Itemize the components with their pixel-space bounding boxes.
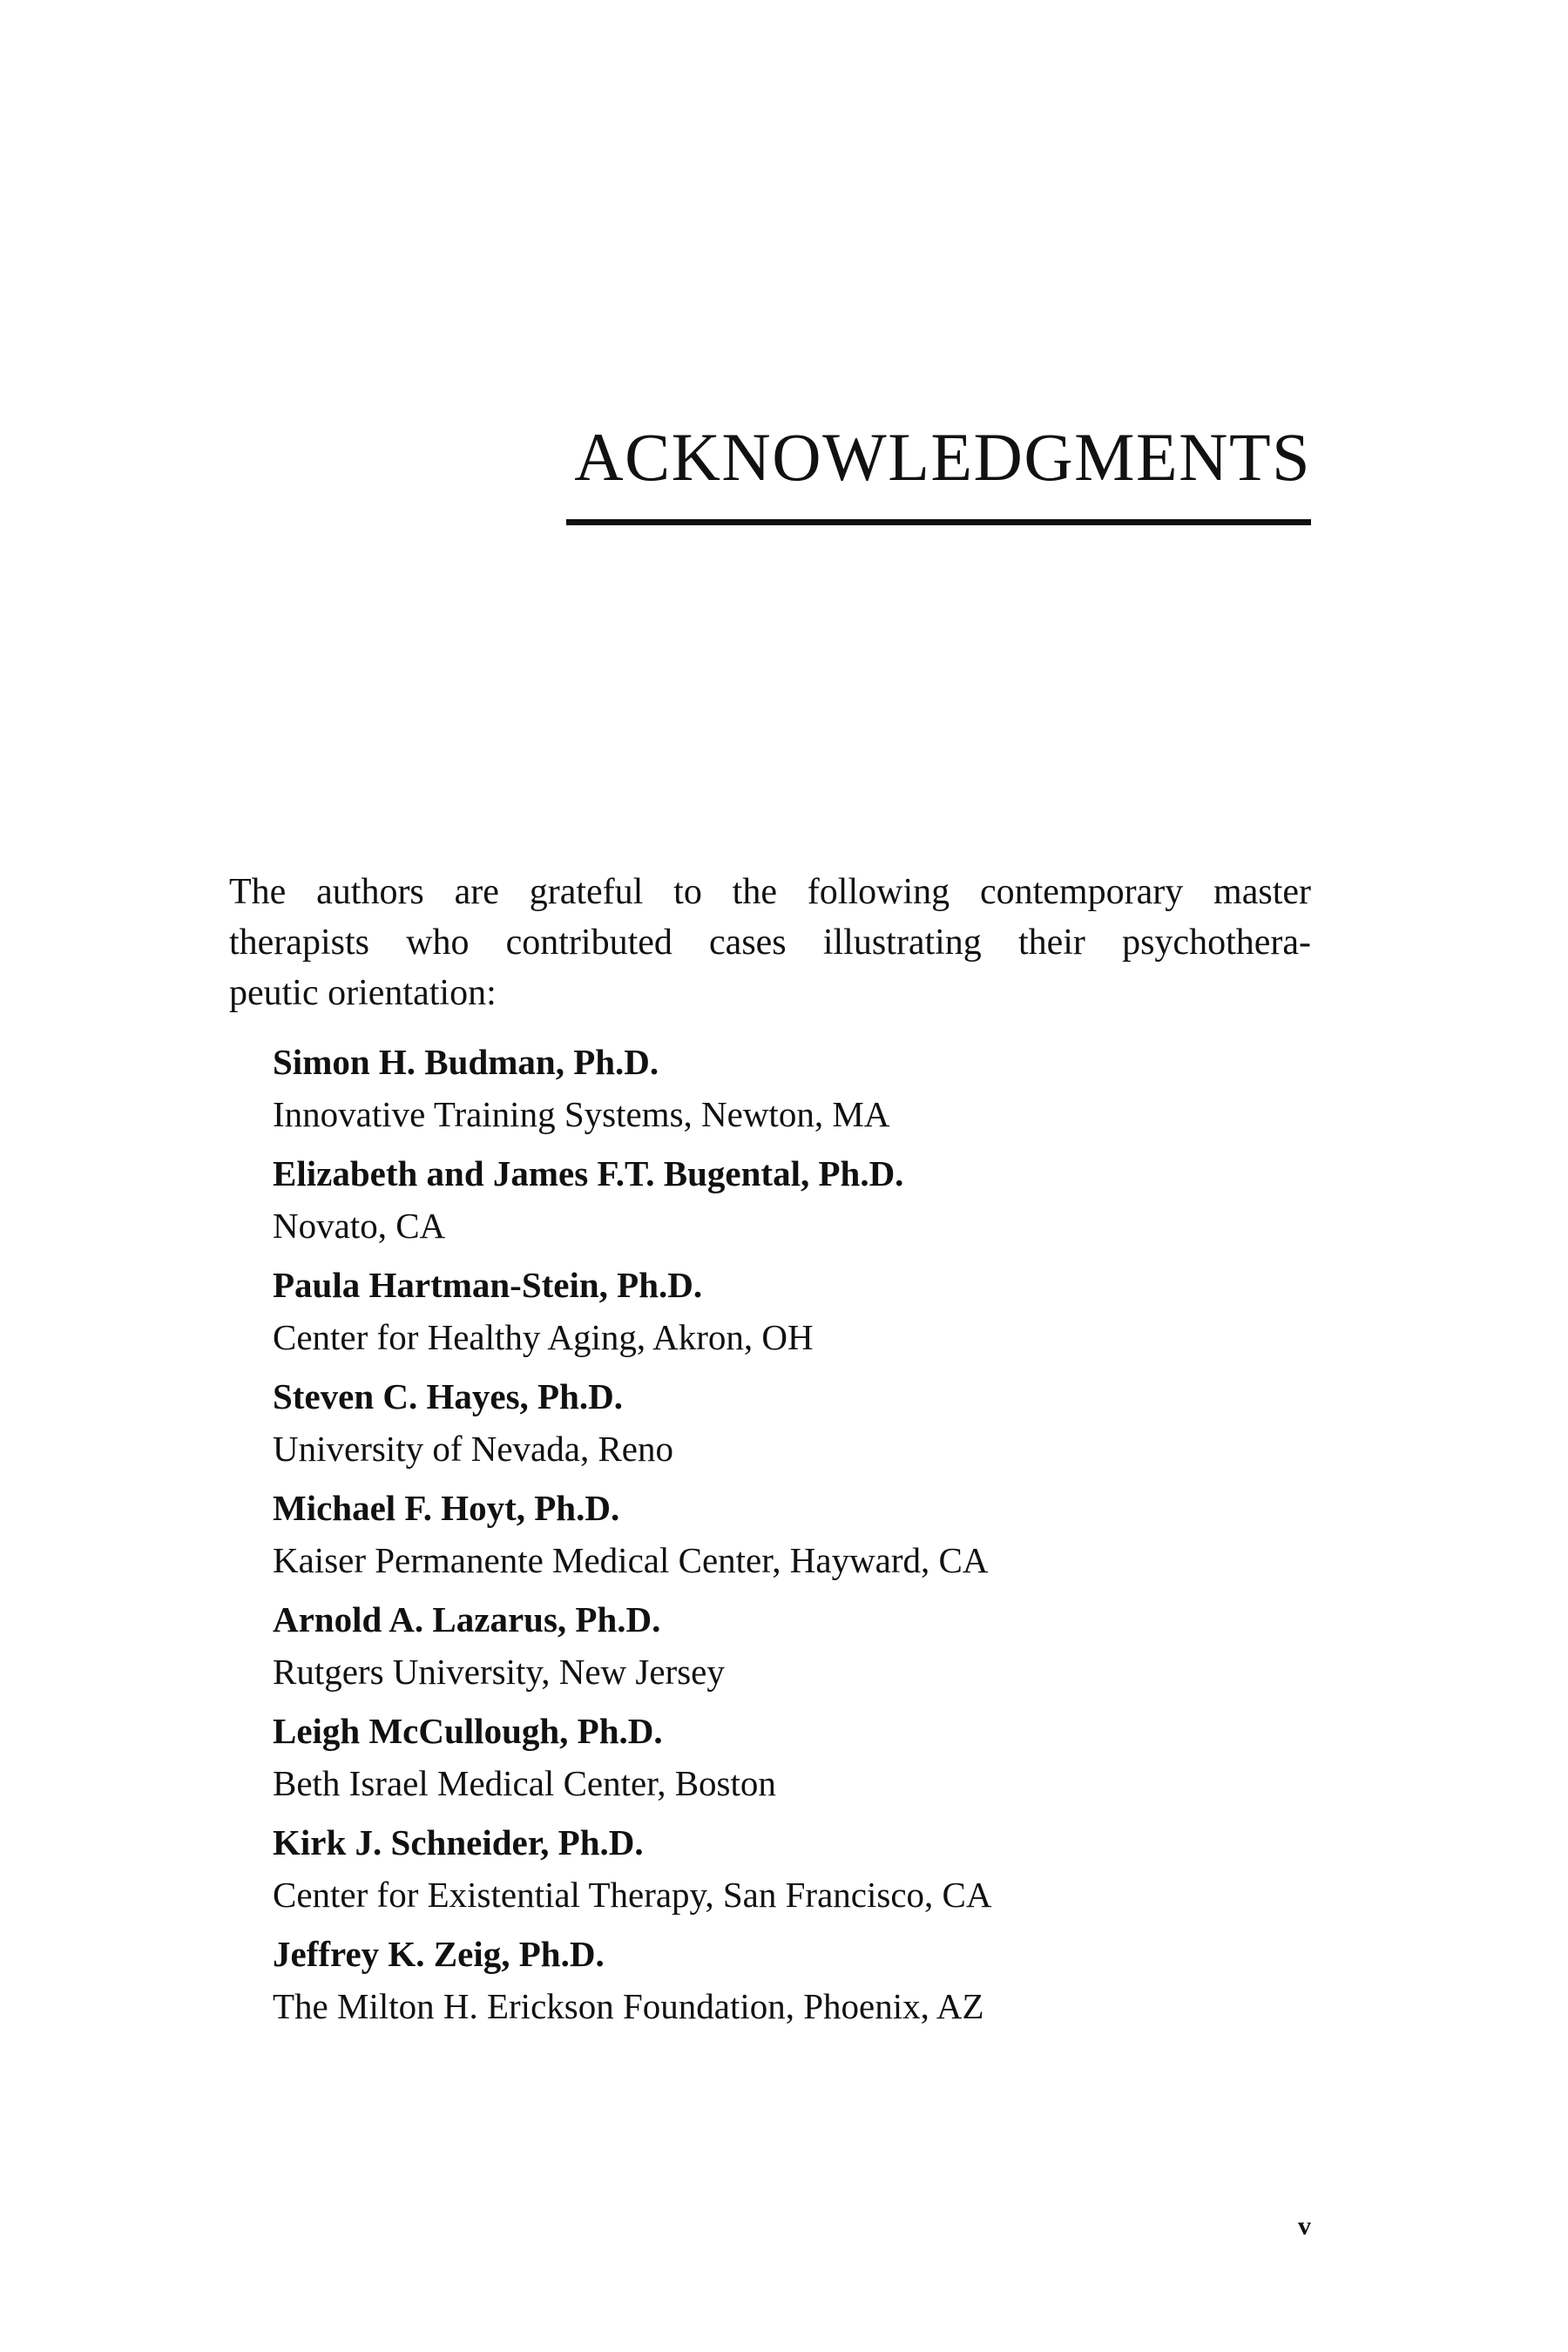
contributor-affiliation: University of Nevada, Reno bbox=[273, 1429, 673, 1469]
contributor-affiliation: The Milton H. Erickson Foundation, Phoenix, AZ bbox=[273, 1986, 984, 2026]
contributor-name: Simon H. Budman, Ph.D. bbox=[273, 1042, 659, 1082]
intro-line: therapists who contributed cases illustrating their psychothera- bbox=[229, 923, 1311, 963]
contributor-name: Elizabeth and James F.T. Bugental, Ph.D. bbox=[273, 1153, 904, 1193]
contributor-entry bbox=[273, 1370, 1309, 1482]
contributor-affiliation: Beth Israel Medical Center, Boston bbox=[273, 1763, 776, 1803]
contributor-entry bbox=[273, 1593, 1309, 1705]
contributor-name: Arnold A. Lazarus, Ph.D. bbox=[273, 1599, 661, 1639]
contributor-name: Kirk J. Schneider, Ph.D. bbox=[273, 1822, 644, 1862]
contributor-entry bbox=[273, 1036, 1309, 1147]
contributor-name: Leigh McCullough, Ph.D. bbox=[273, 1711, 663, 1751]
contributor-entry bbox=[273, 1482, 1309, 1593]
page-title: ACKNOWLEDGMENTS bbox=[574, 419, 1311, 495]
contributor-name: Jeffrey K. Zeig, Ph.D. bbox=[273, 1934, 605, 1974]
contributor-name: Michael F. Hoyt, Ph.D. bbox=[273, 1488, 620, 1528]
contributor-list bbox=[273, 1036, 1309, 2039]
contributor-entry bbox=[273, 1928, 1309, 2039]
contributor-name: Paula Hartman-Stein, Ph.D. bbox=[273, 1265, 703, 1305]
intro-paragraph bbox=[229, 867, 1311, 1018]
contributor-affiliation: Innovative Training Systems, Newton, MA bbox=[273, 1094, 890, 1134]
contributor-entry bbox=[273, 1816, 1309, 1928]
heading-block bbox=[566, 419, 1311, 525]
intro-line: peutic orientation: bbox=[229, 973, 497, 1013]
page-number: v bbox=[1298, 2212, 1311, 2240]
contributor-name: Steven C. Hayes, Ph.D. bbox=[273, 1376, 624, 1416]
contributor-affiliation: Kaiser Permanente Medical Center, Hayward, CA bbox=[273, 1540, 989, 1580]
contributor-entry bbox=[273, 1147, 1309, 1259]
title-rule bbox=[566, 519, 1311, 525]
contributor-affiliation: Novato, CA bbox=[273, 1206, 446, 1246]
contributor-affiliation: Center for Existential Therapy, San Francisco, CA bbox=[273, 1875, 992, 1915]
contributor-entry bbox=[273, 1259, 1309, 1370]
intro-line: The authors are grateful to the following contemporary master bbox=[229, 872, 1311, 912]
contributor-affiliation: Center for Healthy Aging, Akron, OH bbox=[273, 1317, 814, 1357]
contributor-entry bbox=[273, 1705, 1309, 1816]
contributor-affiliation: Rutgers University, New Jersey bbox=[273, 1652, 725, 1692]
